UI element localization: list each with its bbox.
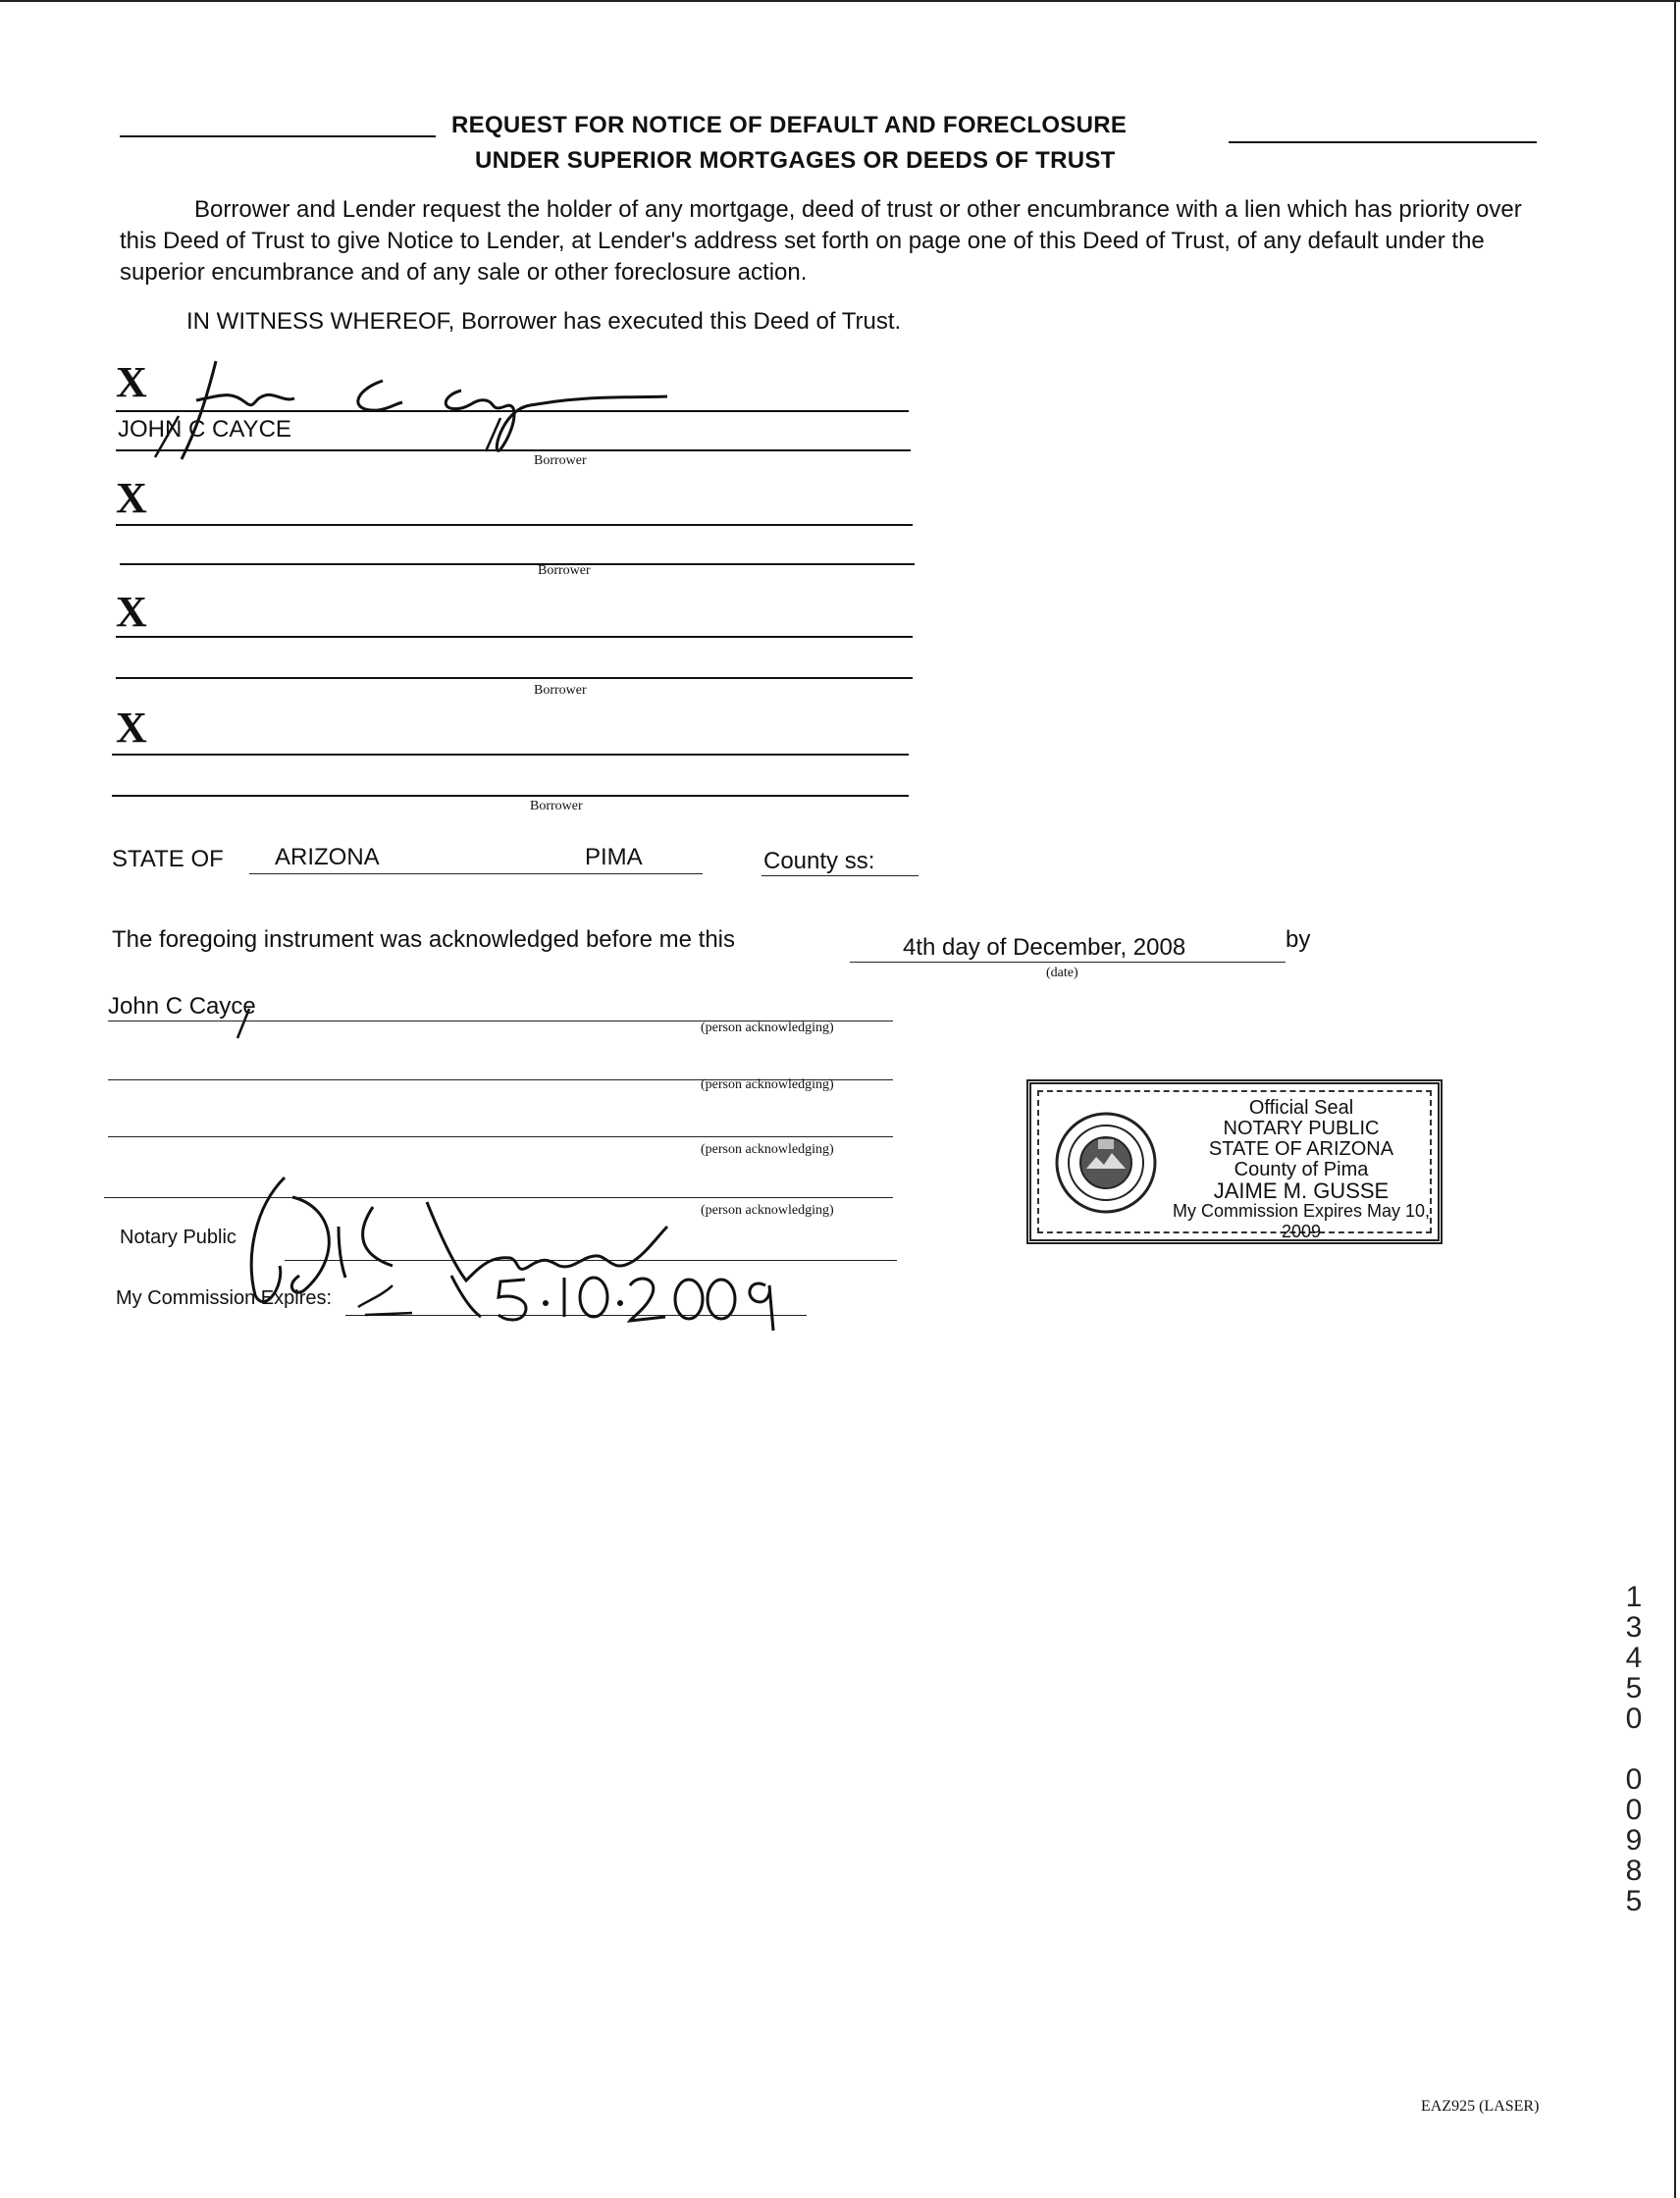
scan-edge-top: [0, 0, 1680, 2]
seal-line-notary: NOTARY PUBLIC: [1223, 1118, 1380, 1139]
signature-x-mark-1: X: [116, 358, 147, 406]
recording-digit: [1619, 1734, 1649, 1764]
signature-x-mark-2: X: [116, 474, 147, 522]
seal-line-state: STATE OF ARIZONA: [1208, 1138, 1394, 1160]
state-seal-icon: [1053, 1110, 1159, 1216]
signature-line-1: [116, 410, 909, 412]
signature-line-2: [116, 524, 913, 526]
person-caption-1: (person acknowledging): [701, 1020, 834, 1035]
signature-line-4: [112, 754, 909, 756]
borrower-caption-2: Borrower: [538, 563, 591, 578]
seal-line-name: JAIME M. GUSSE: [1213, 1178, 1390, 1203]
borrower-caption-4: Borrower: [530, 799, 583, 813]
recording-digit: 0: [1625, 1794, 1643, 1826]
signature-x-mark-3: X: [116, 588, 147, 636]
borrower-caption-1: Borrower: [534, 453, 587, 468]
seal-line-expires: My Commission Expires May 10, 2009: [1172, 1201, 1431, 1241]
header-line-2: UNDER SUPERIOR MORTGAGES OR DEEDS OF TRUST: [475, 147, 1116, 174]
printed-name-line-4: [112, 795, 909, 797]
acknowledgment-date: 4th day of December, 2008: [903, 934, 1186, 961]
witness-statement: IN WITNESS WHEREOF, Borrower has executed this Deed of Trust.: [186, 308, 902, 335]
commission-label: My Commission Expires:: [116, 1287, 333, 1309]
recording-digit: 8: [1625, 1855, 1643, 1887]
printed-name-line-2: [120, 563, 915, 565]
person-caption-4: (person acknowledging): [701, 1203, 834, 1218]
signature-x-mark-4: X: [116, 704, 147, 752]
person-acknowledging-1: John C Cayce: [108, 993, 256, 1020]
county-value: PIMA: [585, 844, 643, 870]
state-value: ARIZONA: [275, 844, 380, 870]
header-line-1: REQUEST FOR NOTICE OF DEFAULT AND FORECLOSURE: [451, 112, 1128, 138]
recording-digit: 4: [1625, 1642, 1643, 1674]
acknowledgment-by: by: [1286, 926, 1311, 953]
borrower-caption-3: Borrower: [534, 683, 587, 698]
recording-digit: 1: [1625, 1581, 1643, 1613]
person-caption-3: (person acknowledging): [701, 1142, 834, 1157]
recording-digit: 0: [1625, 1702, 1643, 1735]
borrower-printed-name-1: JOHN C CAYCE: [118, 416, 291, 443]
state-of-label: STATE OF: [112, 846, 224, 872]
county-ss-line: [761, 875, 919, 876]
signature-line-3: [116, 636, 913, 638]
recording-digit: 9: [1625, 1824, 1643, 1857]
printed-name-line-3: [116, 677, 913, 679]
seal-line-county: County of Pima: [1234, 1159, 1369, 1180]
header-rule-right: [1229, 141, 1537, 143]
request-paragraph: [120, 194, 1560, 288]
footer-form-code: EAZ925 (LASER): [1421, 2098, 1540, 2115]
signature-overstroke: [149, 412, 188, 461]
printed-name-line-1: [116, 449, 911, 451]
request-paragraph-text: Borrower and Lender request the holder of any mortgage, deed of trust or other encumbrance with a lien which has priority over this Deed of Trust to give Notice to Lender, at Lender's address set forth on page one of this Deed of Trust, of any default under the superior encumbrance and of any sale or other foreclosure action.: [120, 196, 1522, 286]
state-value-line: [249, 873, 703, 874]
recording-digit: 5: [1625, 1885, 1643, 1917]
seal-line-official: Official Seal: [1248, 1097, 1354, 1119]
date-caption: (date): [1046, 966, 1078, 980]
seal-text: [1159, 1098, 1444, 1242]
recording-number: [1619, 1582, 1649, 1916]
acknowledgment-date-line: [850, 962, 1286, 963]
header-rule-left: [120, 135, 436, 137]
recording-digit: 3: [1625, 1611, 1643, 1644]
notary-seal: [1026, 1079, 1443, 1244]
acknowledgment-lead: The foregoing instrument was acknowledged before me this: [112, 926, 736, 953]
recording-digit: 0: [1625, 1763, 1643, 1796]
person-caption-2: (person acknowledging): [701, 1077, 834, 1092]
commission-handwritten-date: [353, 1256, 824, 1334]
recording-digit: 5: [1625, 1672, 1643, 1704]
person-name-overstroke: [232, 1007, 255, 1042]
scan-edge-right: [1674, 0, 1676, 2198]
county-ss-label: County ss:: [763, 848, 875, 874]
person-line-3: [108, 1136, 893, 1137]
notary-label: Notary Public: [120, 1227, 236, 1248]
